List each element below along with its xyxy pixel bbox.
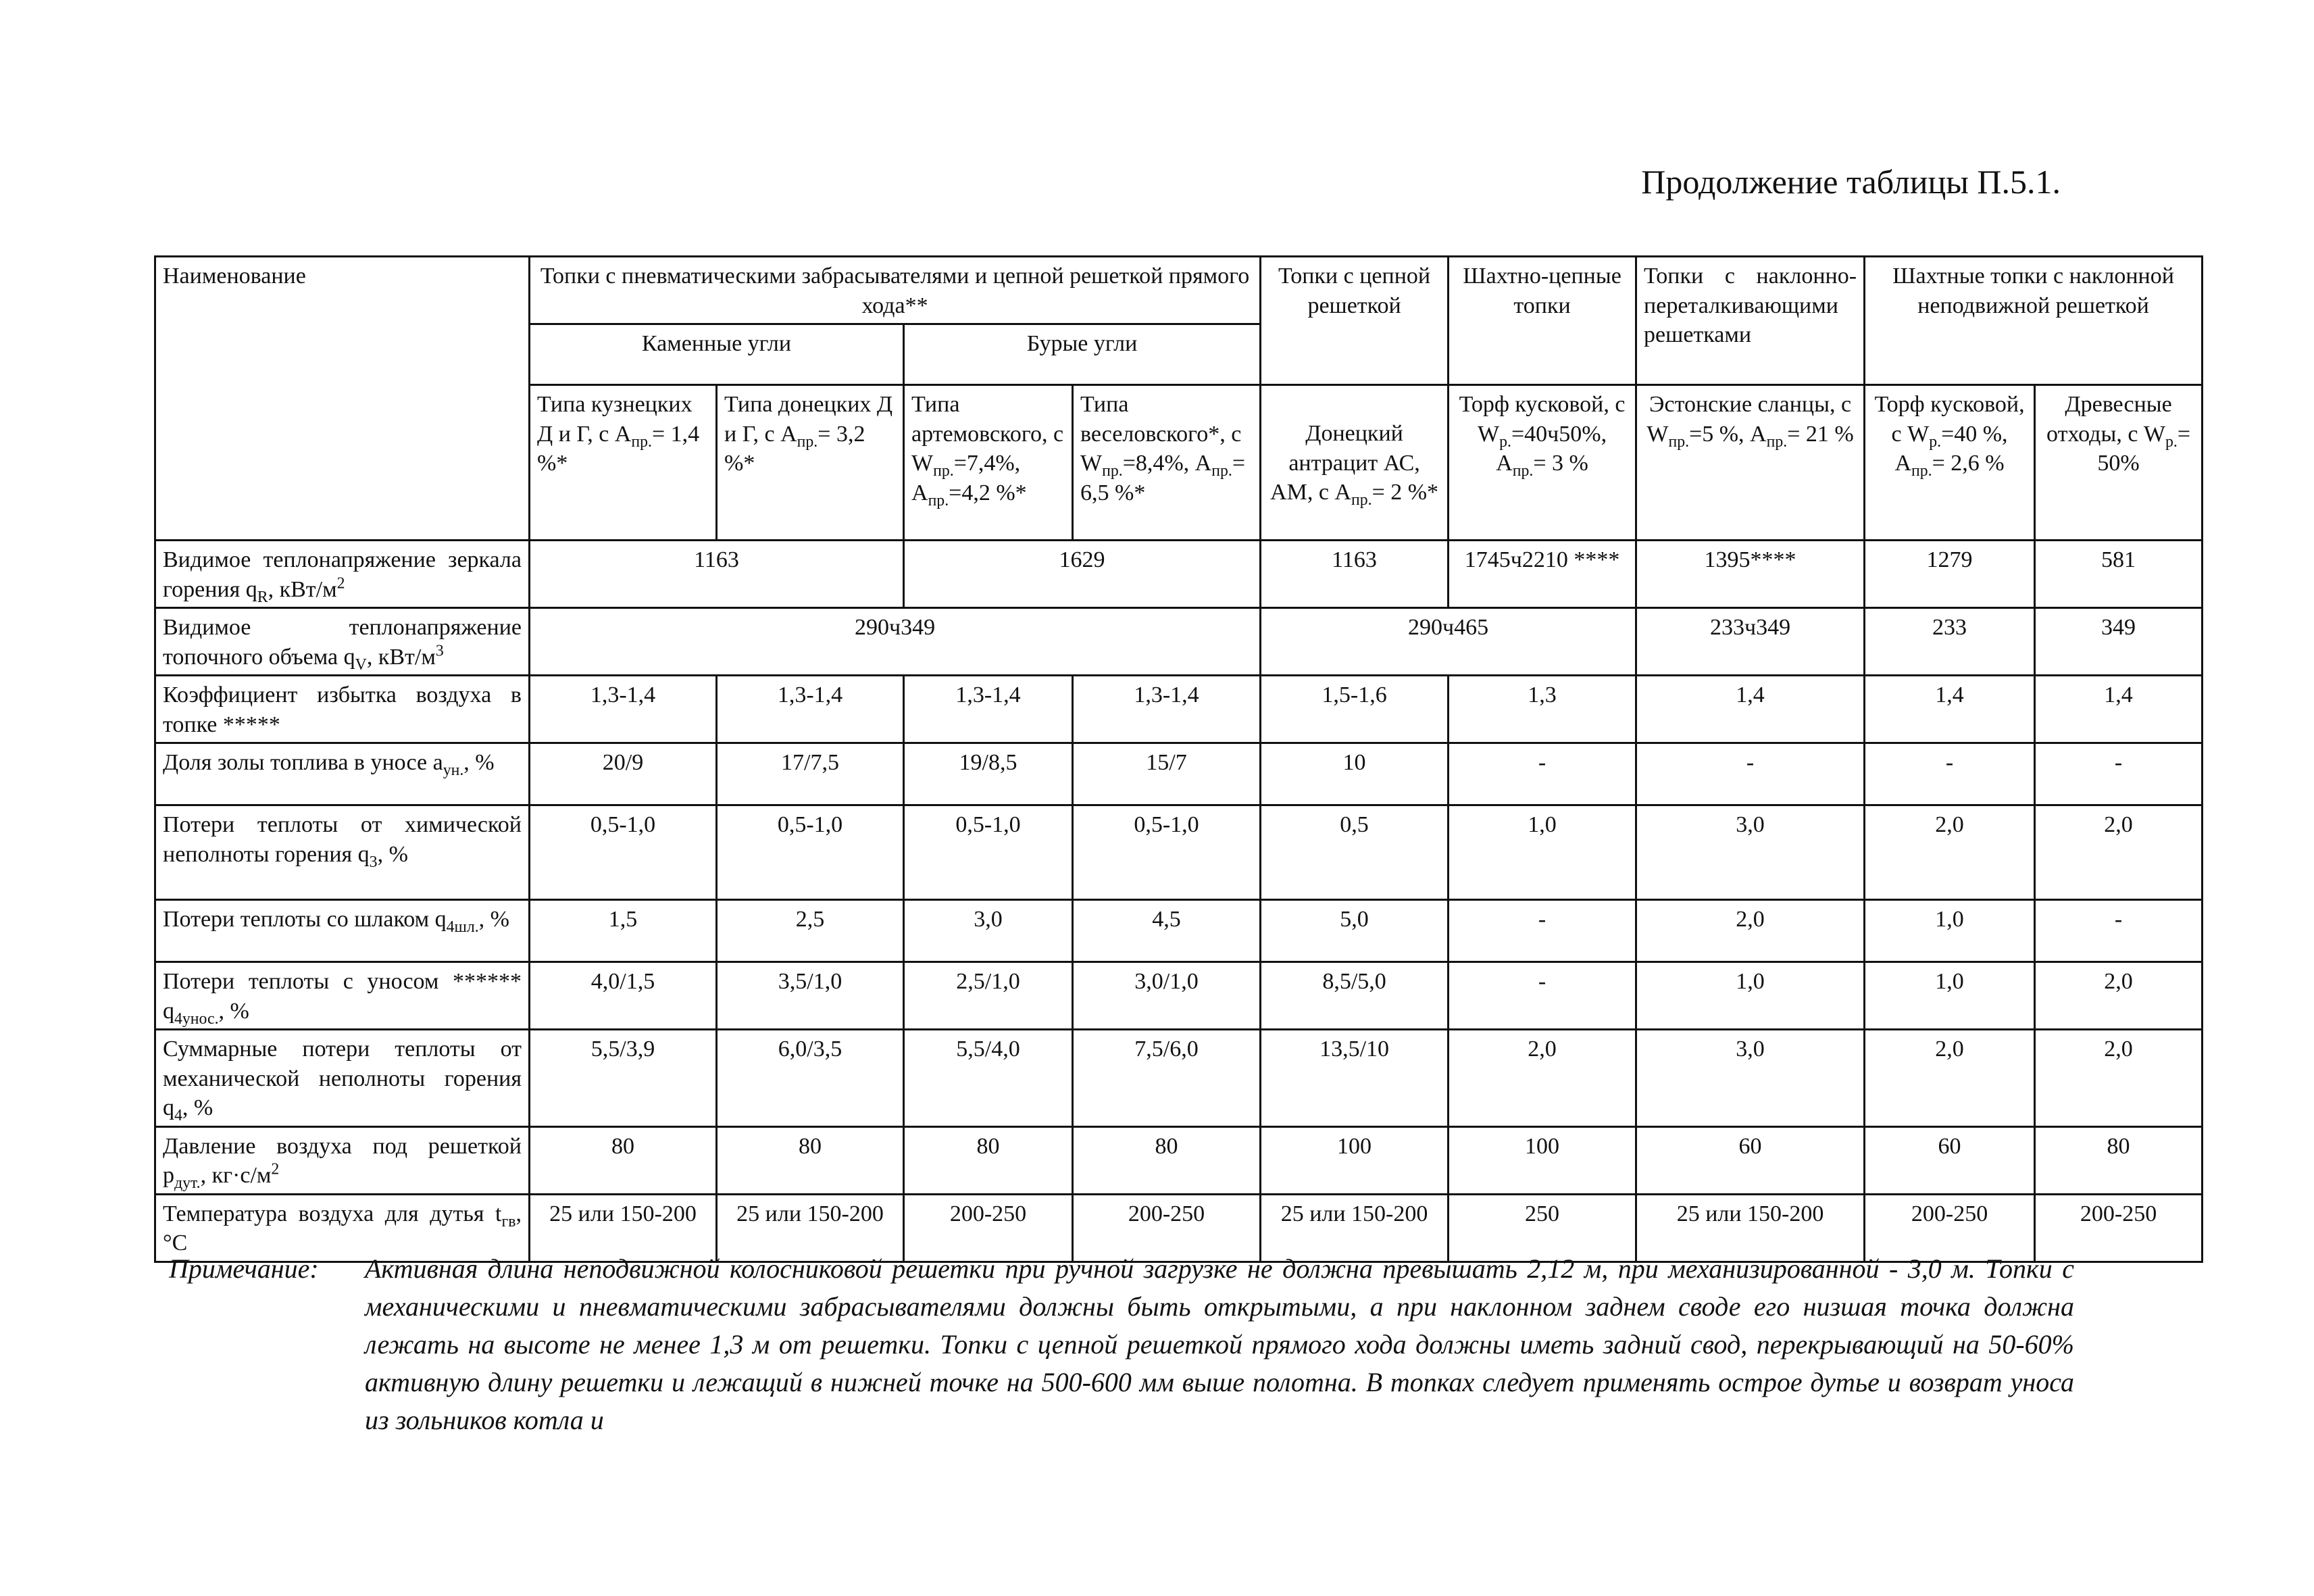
parameter-subscript: 4	[174, 1106, 182, 1124]
table-cell: 25 или 150-200	[530, 1194, 717, 1262]
fuel-text: = 21 %	[1787, 421, 1854, 447]
table-cell: 8,5/5,0	[1261, 962, 1449, 1030]
table-cell: 1,4	[2035, 676, 2203, 743]
parameter-name	[155, 743, 530, 805]
table-cell: 233	[1865, 608, 2035, 676]
table-cell: -	[2035, 900, 2203, 962]
table-cell: 200-250	[1865, 1194, 2035, 1262]
fuel-text: = 2,6 %	[1932, 451, 2005, 476]
fuel-type-header	[1261, 385, 1449, 541]
parameter-label: Давление воздуха под решеткой р	[163, 1133, 522, 1189]
fuel-text: Типа кузнецких Д и Г, с А	[537, 392, 693, 447]
table-cell: 0,5-1,0	[717, 805, 904, 900]
parameter-unit: , %	[463, 750, 495, 776]
table-cell: 80	[2035, 1126, 2203, 1194]
fuel-subscript: пр.	[1766, 432, 1788, 451]
parameter-unit: , кг·с/м	[200, 1163, 272, 1189]
fuel-text: Донецкий антрацит АС, АМ, с А	[1270, 421, 1420, 505]
table-cell: 349	[2035, 608, 2203, 676]
table-cell: 20/9	[530, 743, 717, 805]
fuel-subscript: пр.	[928, 491, 949, 509]
fuel-text: Типа веселовского*, с W	[1080, 392, 1242, 476]
parameter-unit: , кВт/м	[366, 644, 436, 670]
table-cell: 5,0	[1261, 900, 1449, 962]
parameter-subscript: гв	[501, 1212, 516, 1230]
table-row	[155, 1126, 2203, 1194]
parameter-name	[155, 900, 530, 962]
fuel-type-header	[1449, 385, 1636, 541]
table-cell: 1629	[904, 541, 1261, 608]
table-cell: 4,0/1,5	[530, 962, 717, 1030]
parameter-unit: , %	[377, 841, 408, 867]
table-cell: 200-250	[2035, 1194, 2203, 1262]
fuel-text: = 2 %*	[1372, 480, 1439, 505]
table-cell: 5,5/4,0	[904, 1030, 1073, 1127]
table-cell: -	[1449, 962, 1636, 1030]
table-cell: 290ч349	[530, 608, 1261, 676]
parameter-name	[155, 1126, 530, 1194]
table-cell: 0,5-1,0	[1073, 805, 1261, 900]
table-row	[155, 676, 2203, 743]
table-cell: -	[1636, 743, 1865, 805]
table-cell: 1395****	[1636, 541, 1865, 608]
table-cell: 2,0	[1865, 1030, 2035, 1127]
table-cell: 1163	[1261, 541, 1449, 608]
header-stone-coal: Каменные угли	[530, 324, 904, 385]
fuel-subscript: пр.	[797, 432, 818, 451]
parameter-superscript: 2	[336, 574, 345, 593]
table-cell: 1,5	[530, 900, 717, 962]
table-cell: 60	[1636, 1126, 1865, 1194]
table-cell: 1279	[1865, 541, 2035, 608]
table-cell: 250	[1449, 1194, 1636, 1262]
parameter-unit: , %	[478, 907, 509, 932]
header-shaft-chain: Шахтно-цепные топки	[1449, 257, 1636, 385]
fuel-text: Типа артемовского, с W	[911, 392, 1064, 476]
parameter-label: Видимое теплонапряжение зеркала горения q	[163, 547, 522, 602]
fuel-text: = 3,2 %*	[724, 421, 865, 476]
parameter-subscript: дут.	[174, 1174, 201, 1193]
table-cell: 0,5	[1261, 805, 1449, 900]
parameter-unit: , %	[182, 1095, 213, 1121]
parameter-unit: , %	[218, 998, 249, 1024]
parameter-unit: , °С	[163, 1201, 522, 1256]
table-cell: 17/7,5	[717, 743, 904, 805]
fuel-subscript: пр.	[1211, 462, 1232, 480]
table-cell: 80	[1073, 1126, 1261, 1194]
header-name: Наименование	[155, 257, 530, 541]
fuel-type-header	[2035, 385, 2203, 541]
table-cell: 80	[717, 1126, 904, 1194]
table-cell: 1745ч2210 ****	[1449, 541, 1636, 608]
parameter-superscript: 2	[271, 1160, 280, 1178]
table-cell: 1,0	[1636, 962, 1865, 1030]
table-cell: 1,3-1,4	[717, 676, 904, 743]
table-cell: 25 или 150-200	[1636, 1194, 1865, 1262]
table-cell: 2,0	[1449, 1030, 1636, 1127]
fuel-subscript: пр.	[1911, 462, 1932, 480]
table-cell: 25 или 150-200	[717, 1194, 904, 1262]
parameter-label: Потери теплоты с уносом ****** q	[163, 969, 522, 1024]
fuel-text: =40 %, А	[1894, 421, 2008, 476]
table-cell: 3,0	[1636, 1030, 1865, 1127]
footnote-text: Активная длина неподвижной колосниковой решетки при ручной загрузке не должна превышать 2,12 м, при механизированной - 3,0 м. Топки с механическими и пневматическими забрасывателями должны быть открытыми, а при наклонном заднем своде его низшая точка должна лежать на высоте не менее 1,3 м от решетки. Топки с цепной решеткой прямого хода должны иметь задний свод, перекрывающий на 50-60% активную длину решетки и лежащий в нижней точке на 500-600 мм выше полотна. В топках следует применять острое дутье и возврат уноса из зольников котла и	[365, 1253, 2074, 1435]
table-cell: 2,5	[717, 900, 904, 962]
table-row	[155, 608, 2203, 676]
parameter-label: Коэффициент избытка воздуха в топке *****	[163, 682, 522, 737]
table-row	[155, 900, 2203, 962]
table-cell: 3,0	[904, 900, 1073, 962]
header-pneumatic-group: Топки с пневматическими забрасывателями и цепной решеткой прямого хода**	[530, 257, 1261, 324]
table-cell: 3,0/1,0	[1073, 962, 1261, 1030]
table-cell: 1,4	[1636, 676, 1865, 743]
table-cell: 2,0	[2035, 962, 2203, 1030]
fuel-type-header	[530, 385, 717, 541]
table-cell: -	[2035, 743, 2203, 805]
parameter-label: Потери теплоты со шлаком q	[163, 907, 447, 932]
fuel-text: =40ч50%, А	[1496, 421, 1607, 476]
fuel-text: Торф кусковой, с W	[1874, 392, 2025, 447]
table-cell: 0,5-1,0	[904, 805, 1073, 900]
table-cell: 1,0	[1865, 962, 2035, 1030]
table-cell: 6,0/3,5	[717, 1030, 904, 1127]
table-cell: 1,0	[1865, 900, 2035, 962]
fuel-text: = 1,4 %*	[537, 421, 700, 476]
table-cell: 233ч349	[1636, 608, 1865, 676]
table-cell: 200-250	[1073, 1194, 1261, 1262]
parameter-subscript: 4унос.	[174, 1009, 219, 1028]
parameter-subscript: ун.	[443, 761, 464, 779]
table-caption: Продолжение таблицы П.5.1.	[1641, 163, 2061, 201]
table-cell: 2,0	[1865, 805, 2035, 900]
parameter-subscript: 4шл.	[446, 918, 479, 936]
fuel-type-header	[1636, 385, 1865, 541]
fuel-text: =8,4%, А	[1122, 451, 1212, 476]
parameter-name	[155, 1030, 530, 1127]
fuel-text: = 6,5 %*	[1080, 451, 1246, 505]
fuel-subscript: р.	[2165, 432, 2178, 451]
fuel-text: Торф кусковой, с W	[1459, 392, 1626, 447]
table-row	[155, 743, 2203, 805]
fuel-type-header	[904, 385, 1073, 541]
parameter-label: Видимое теплонапряжение топочного объема q	[163, 615, 522, 670]
table-cell: 581	[2035, 541, 2203, 608]
parameter-subscript: V	[355, 655, 367, 674]
parameter-label: Суммарные потери теплоты от механической неполноты горения q	[163, 1037, 522, 1121]
table-row	[155, 805, 2203, 900]
table-cell: 3,0	[1636, 805, 1865, 900]
fuel-type-header	[1073, 385, 1261, 541]
footnote-label: Примечание:	[169, 1253, 319, 1284]
header-chain-grate: Топки с цепной решеткой	[1261, 257, 1449, 385]
fuel-text: Древесные отходы, с W	[2046, 392, 2172, 447]
table-cell: 10	[1261, 743, 1449, 805]
fuel-text: Эстонские сланцы, с W	[1646, 392, 1852, 447]
table-cell: -	[1449, 743, 1636, 805]
fuel-subscript: пр.	[1668, 432, 1690, 451]
table-cell: -	[1449, 900, 1636, 962]
table-cell: 80	[904, 1126, 1073, 1194]
header-brown-coal: Бурые угли	[904, 324, 1261, 385]
table-cell: 80	[530, 1126, 717, 1194]
table-cell: 1,3-1,4	[904, 676, 1073, 743]
table-cell: 7,5/6,0	[1073, 1030, 1261, 1127]
table-cell: 200-250	[904, 1194, 1073, 1262]
furnace-parameters-table	[154, 255, 2203, 1263]
table-cell: 1,3-1,4	[1073, 676, 1261, 743]
parameter-subscript: R	[257, 588, 268, 606]
table-cell: -	[1865, 743, 2035, 805]
table-row	[155, 1030, 2203, 1127]
fuel-subscript: р.	[1499, 432, 1511, 451]
table-cell: 19/8,5	[904, 743, 1073, 805]
parameter-name	[155, 541, 530, 608]
fuel-text: =7,4%, А	[911, 451, 1021, 505]
table-row	[155, 962, 2203, 1030]
table-cell: 60	[1865, 1126, 2035, 1194]
fuel-type-header	[717, 385, 904, 541]
parameter-label: Потери теплоты от химической неполноты горения q	[163, 812, 522, 867]
header-shaft-fixed: Шахтные топки с наклонной неподвижной решеткой	[1865, 257, 2203, 385]
table-cell: 290ч465	[1261, 608, 1636, 676]
table-cell: 25 или 150-200	[1261, 1194, 1449, 1262]
table-cell: 0,5-1,0	[530, 805, 717, 900]
fuel-subscript: пр.	[631, 432, 652, 451]
fuel-subscript: пр.	[1351, 491, 1372, 509]
parameter-subscript: 3	[369, 853, 378, 871]
table-cell: 2,0	[1636, 900, 1865, 962]
parameter-label: Доля золы топлива в уносе а	[163, 750, 443, 776]
table-cell: 100	[1449, 1126, 1636, 1194]
parameter-superscript: 3	[435, 642, 444, 660]
table-cell: 2,0	[2035, 805, 2203, 900]
table-cell: 5,5/3,9	[530, 1030, 717, 1127]
table-cell: 1,0	[1449, 805, 1636, 900]
parameter-unit: , кВт/м	[268, 576, 337, 602]
table-cell: 13,5/10	[1261, 1030, 1449, 1127]
table-cell: 2,5/1,0	[904, 962, 1073, 1030]
table-cell: 100	[1261, 1126, 1449, 1194]
table-cell: 2,0	[2035, 1030, 2203, 1127]
table-cell: 3,5/1,0	[717, 962, 904, 1030]
fuel-text: =5 %, А	[1689, 421, 1767, 447]
fuel-text: = 50%	[2097, 421, 2191, 476]
fuel-text: = 3 %	[1533, 451, 1588, 476]
table-cell: 1,5-1,6	[1261, 676, 1449, 743]
parameter-label: Температура воздуха для дутья t	[163, 1201, 502, 1226]
table-cell: 4,5	[1073, 900, 1261, 962]
parameter-name	[155, 805, 530, 900]
parameter-name	[155, 608, 530, 676]
table-row	[155, 541, 2203, 608]
fuel-subscript: пр.	[1512, 462, 1534, 480]
table-cell: 1,3	[1449, 676, 1636, 743]
header-inclined-push: Топки с наклонно-переталкивающими решетками	[1636, 257, 1865, 385]
fuel-subscript: пр.	[933, 462, 954, 480]
fuel-type-header	[1865, 385, 2035, 541]
footnote	[169, 1250, 2074, 1439]
fuel-subscript: р.	[1929, 432, 1942, 451]
table-cell: 1,3-1,4	[530, 676, 717, 743]
table-cell: 1163	[530, 541, 904, 608]
table-cell: 1,4	[1865, 676, 2035, 743]
fuel-subscript: пр.	[1102, 462, 1123, 480]
fuel-text: Типа донецких Д и Г, с А	[724, 392, 893, 447]
fuel-text: =4,2 %*	[949, 480, 1027, 505]
table-cell: 15/7	[1073, 743, 1261, 805]
parameter-name	[155, 962, 530, 1030]
parameter-name	[155, 676, 530, 743]
